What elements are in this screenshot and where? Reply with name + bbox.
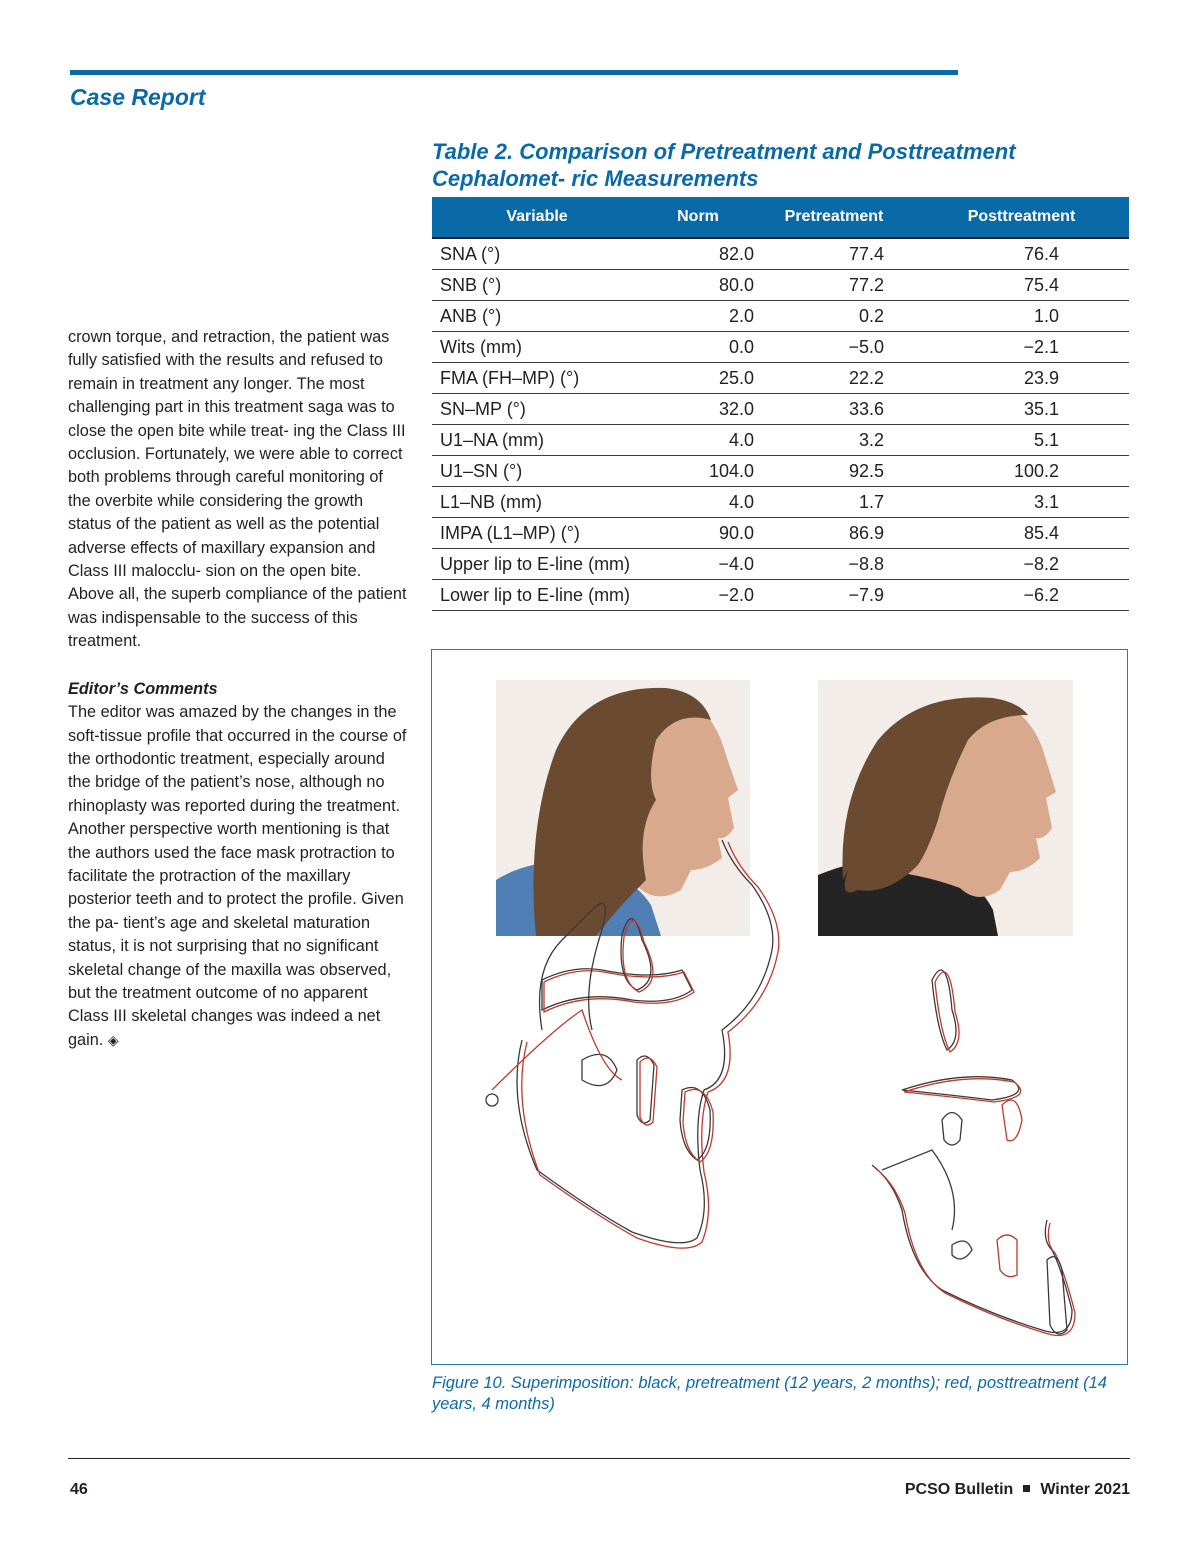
table-row bbox=[432, 270, 1129, 301]
journal-name: PCSO Bulletin bbox=[904, 1481, 1014, 1498]
table-row bbox=[432, 518, 1129, 549]
maxilla-mandible-superimposition-tracing bbox=[872, 970, 1075, 1336]
cell-pretreatment: 22.2 bbox=[754, 363, 914, 394]
cell-norm: 25.0 bbox=[642, 363, 754, 394]
posttreatment-profile-photo bbox=[818, 680, 1073, 936]
cell-posttreatment: 1.0 bbox=[914, 301, 1129, 332]
table-body bbox=[432, 238, 1129, 611]
table-row bbox=[432, 425, 1129, 456]
cell-variable: FMA (FH–MP) (°) bbox=[432, 363, 642, 394]
column-header-pretreatment: Pretreatment bbox=[754, 197, 914, 238]
editor-comments-text: The editor was amazed by the changes in the soft-tissue profile that occurred in the course of the orthodontic treatment, especially around the bridge of the patient’s nose, although no rhinoplasty was reported during the treatment. Another perspective worth mentioning is that the authors used the face mask protraction to facilitate the protraction of the maxillary posterior teeth and to protect the profile. Given the pa- tient’s age and skeletal maturation status, it is not surprising that no significant skeletal change of the maxilla was observed, but the treatment outcome of no apparent Class III skeletal changes was indeed a net gain. bbox=[68, 703, 407, 1049]
table-row bbox=[432, 363, 1129, 394]
separator-square-icon bbox=[1023, 1485, 1030, 1492]
body-column bbox=[68, 326, 408, 1052]
table-row bbox=[432, 456, 1129, 487]
cell-norm: 0.0 bbox=[642, 332, 754, 363]
cell-variable: ANB (°) bbox=[432, 301, 642, 332]
cell-posttreatment: −8.2 bbox=[914, 549, 1129, 580]
cell-pretreatment: 92.5 bbox=[754, 456, 914, 487]
body-paragraph: crown torque, and retraction, the patient was fully satisfied with the results and refused to remain in treatment any longer. The most challenging part in this treatment saga was to close the open bite while treat- ing the Class III occlusion. Fortunately, we were able to correct both problems through careful monitoring of the overbite while considering the growth status of the patient as well as the potential adverse effects of maxillary expansion and Class III malocclu- sion on the open bite. Above all, the superb compliance of the patient was indispensable to the success of this treatment. bbox=[68, 328, 407, 651]
cell-variable: Upper lip to E-line (mm) bbox=[432, 549, 642, 580]
cell-pretreatment: −5.0 bbox=[754, 332, 914, 363]
cell-posttreatment: 23.9 bbox=[914, 363, 1129, 394]
figure-10-panel bbox=[431, 649, 1128, 1365]
cell-posttreatment: 75.4 bbox=[914, 270, 1129, 301]
editor-comments-paragraph bbox=[68, 701, 408, 1052]
journal-issue bbox=[905, 1481, 1130, 1499]
section-label: Case Report bbox=[70, 84, 206, 110]
cell-norm: 2.0 bbox=[642, 301, 754, 332]
table-header-row bbox=[432, 197, 1129, 238]
table-row bbox=[432, 301, 1129, 332]
editor-comments-heading: Editor’s Comments bbox=[68, 679, 218, 698]
cephalometric-table bbox=[432, 197, 1129, 611]
cell-posttreatment: 5.1 bbox=[914, 425, 1129, 456]
column-header-posttreatment: Posttreatment bbox=[914, 197, 1129, 238]
cell-norm: −2.0 bbox=[642, 580, 754, 611]
cell-posttreatment: −2.1 bbox=[914, 332, 1129, 363]
cell-variable: Wits (mm) bbox=[432, 332, 642, 363]
cell-pretreatment: 1.7 bbox=[754, 487, 914, 518]
table-row bbox=[432, 394, 1129, 425]
cell-variable: L1–NB (mm) bbox=[432, 487, 642, 518]
table-title: Table 2. Comparison of Pretreatment and Posttreatment Cephalomet- ric Measurements bbox=[432, 139, 1016, 191]
cell-posttreatment: 100.2 bbox=[914, 456, 1129, 487]
table-row bbox=[432, 549, 1129, 580]
cell-variable: U1–SN (°) bbox=[432, 456, 642, 487]
cell-variable: SNB (°) bbox=[432, 270, 642, 301]
pretreatment-profile-photo bbox=[496, 680, 750, 936]
column-header-variable: Variable bbox=[432, 197, 642, 238]
cell-posttreatment: 35.1 bbox=[914, 394, 1129, 425]
table-row bbox=[432, 332, 1129, 363]
issue-label: Winter 2021 bbox=[1040, 1481, 1130, 1498]
column-header-norm: Norm bbox=[642, 197, 754, 238]
footer-rule bbox=[68, 1458, 1130, 1459]
cell-norm: 104.0 bbox=[642, 456, 754, 487]
cell-pretreatment: 33.6 bbox=[754, 394, 914, 425]
cell-norm: 82.0 bbox=[642, 238, 754, 270]
cell-pretreatment: −8.8 bbox=[754, 549, 914, 580]
cell-norm: −4.0 bbox=[642, 549, 754, 580]
cell-norm: 90.0 bbox=[642, 518, 754, 549]
cell-norm: 32.0 bbox=[642, 394, 754, 425]
cell-posttreatment: 76.4 bbox=[914, 238, 1129, 270]
cell-pretreatment: 77.2 bbox=[754, 270, 914, 301]
cell-posttreatment: 85.4 bbox=[914, 518, 1129, 549]
header-rule bbox=[70, 70, 958, 75]
cell-pretreatment: 77.4 bbox=[754, 238, 914, 270]
cell-posttreatment: 3.1 bbox=[914, 487, 1129, 518]
end-mark-icon: ◈ bbox=[107, 1031, 119, 1048]
cell-norm: 80.0 bbox=[642, 270, 754, 301]
figure-caption: Figure 10. Superimposition: black, pretreatment (12 years, 2 months); red, posttreatment (14 years, 4 months) bbox=[432, 1374, 1107, 1413]
cell-variable: Lower lip to E-line (mm) bbox=[432, 580, 642, 611]
cell-pretreatment: 0.2 bbox=[754, 301, 914, 332]
table-row bbox=[432, 487, 1129, 518]
cell-variable: SN–MP (°) bbox=[432, 394, 642, 425]
table-row bbox=[432, 580, 1129, 611]
cell-norm: 4.0 bbox=[642, 425, 754, 456]
cell-variable: U1–NA (mm) bbox=[432, 425, 642, 456]
figure-10-artwork bbox=[432, 650, 1126, 1363]
cell-variable: SNA (°) bbox=[432, 238, 642, 270]
table-row bbox=[432, 238, 1129, 270]
cell-pretreatment: −7.9 bbox=[754, 580, 914, 611]
cell-posttreatment: −6.2 bbox=[914, 580, 1129, 611]
cell-pretreatment: 3.2 bbox=[754, 425, 914, 456]
page-number: 46 bbox=[70, 1481, 88, 1498]
cell-norm: 4.0 bbox=[642, 487, 754, 518]
cell-pretreatment: 86.9 bbox=[754, 518, 914, 549]
cell-variable: IMPA (L1–MP) (°) bbox=[432, 518, 642, 549]
